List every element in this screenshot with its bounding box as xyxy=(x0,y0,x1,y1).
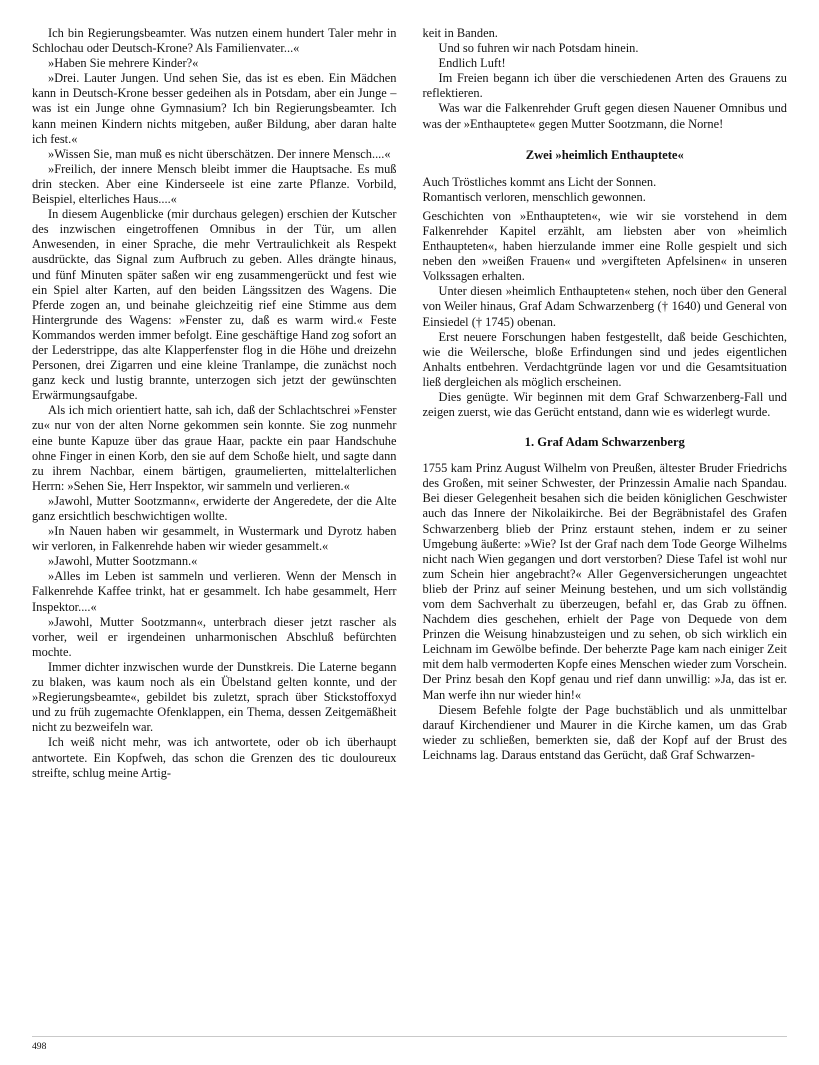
paragraph: Auch Tröstliches kommt ans Licht der Sonnen. xyxy=(422,174,657,189)
paragraph: »Alles im Leben ist sammeln und verlieren. Wenn der Mensch in Falkenrehde Kaffee trinkt, hat er gesammelt. Ich habe gesammelt, Herr Inspektor....« xyxy=(32,569,397,614)
paragraph: »Haben Sie mehrere Kinder?« xyxy=(48,56,199,71)
paragraph: »Jawohl, Mutter Sootzmann.« xyxy=(48,554,198,569)
paragraph: Im Freien begann ich über die verschiedenen Arten des Grauens zu reflektieren. xyxy=(422,71,787,101)
paragraph: Ich weiß nicht mehr, was ich antwortete, oder ob ich überhaupt antwortete. Ein Kopfweh, das schon die Grenzen des tic douloureux streifte, schlug meine Artig- xyxy=(32,735,397,780)
paragraph: Erst neuere Forschungen haben festgestellt, daß beide Geschichten, wie die Weilersche, bloße Erfindungen sind und jedes eigentlichen Anhalts entbehren. Verdachtgründe lagen vor und die Gesamtsituation ließ dergleichen als möglich erscheinen. xyxy=(422,329,787,389)
paragraph: »Wissen Sie, man muß es nicht überschätzen. Der innere Mensch....« xyxy=(48,146,391,161)
paragraph: Dies genügte. Wir beginnen mit dem Graf Schwarzenberg-Fall und zeigen zuerst, wie das Gerücht entstand, dann wie es widerlegt wurde. xyxy=(422,389,787,420)
paragraph: »Drei. Lauter Jungen. Und sehen Sie, das ist es eben. Ein Mädchen kann in Deutsch-Krone besser gedeihen als in Potsdam, aber ein Junge – was ist ein Junge ohne Gymnasium? Ich bin Regierungsbeamter. Ich kann meinen Kindern nichts mitgeben, außer Bildung, aber daran halte ich fest.« xyxy=(32,71,397,146)
paragraph: Ich bin Regierungsbeamter. Was nutzen einem hundert Taler mehr in Schlochau oder Deutsch-Krone? Als Familienvater...« xyxy=(32,26,397,56)
paragraph: Was war die Falkenrehder Gruft gegen diesen Nauener Omnibus und was der »Enthauptete« gegen Mutter Sootzmann, die Norne! xyxy=(422,101,787,131)
paragraph: Als ich mich orientiert hatte, sah ich, daß der Schlachtschrei »Fenster zu« nur von der alten Norne gekommen sein konnte. Sie zog nunmehr eine bunte Kapuze über das graue Haar, packte ein paar Handschuhe ohne Finger in einen Korb, den sie auf dem Schoße hielt, und sagte dann zu ihrem Nachbar, einem bärtigen, graumelierten, mittelalterlichen Herrn: »Sehen Sie, Herr Inspektor, wir sammeln und verlieren.« xyxy=(32,403,397,493)
paragraph: »Jawohl, Mutter Sootzmann«, erwiderte der Angeredete, der die Alte ganz ersichtlich beschwichtigen wollte. xyxy=(32,493,397,523)
paragraph: Romantisch verloren, menschlich gewonnen. xyxy=(422,189,646,204)
paragraph: Geschichten von »Enthaupteten«, wie wir sie vorstehend in dem Falkenrehder Kapitel erzählt, am liebsten aber von »heimlich Enthaupteten«, haben hierzulande immer eine Rolle gespielt und sich neben den »weißen Frauen« und »vergifteten Apfelsinen« in unseren Volkssagen erhalten. xyxy=(422,208,787,284)
paragraph: »Jawohl, Mutter Sootzmann«, unterbrach dieser jetzt rascher als vorher, weil er irgendeinen unharmonischen Abschluß befürchten mochte. xyxy=(32,614,397,659)
paragraph: Immer dichter inzwischen wurde der Dunstkreis. Die Laterne begann zu blaken, was kaum noch als ein Übelstand gelten konnte, und der »Regierungsbeamte«, gebildet bis zuletzt, sprach über Stickstoffoxyd und zu früh zugemachte Ofenklappen, ein Thema, dessen Zeitgemäßheit nicht zu bezweifeln war. xyxy=(32,659,397,735)
paragraph: In diesem Augenblicke (mir durchaus gelegen) erschien der Kutscher des inzwischen eingetroffenen Omnibus in der Tür, um allen Anwesenden, in einer Sprache, die mehr Vertraulichkeit als Respekt ausdrückte, das Signal zum Aufbruch zu geben. Alles drängte hinaus, und fünf Minuten später saßen wir eng zusammengerückt und fest wie ein Spiel alter Karten, auf den beiden Längssitzen des Wagens. Die Pferde zogen an, und beinahe gleichzeitig rief eine Stimme aus dem Hintergrunde des Wagens: »Fenster zu, daß es warm wird.« Feste Kommandos werden immer befolgt. Eine geschäftige Hand zog sofort an der Lederstrippe, das alte Klapperfenster flog in die Höhe und dreizehn Personen, drei Zigarren und eine kleine Tranlampe, die zunächst noch ganz keck und lustig brannte, unterzogen sich jetzt der gewünschten Erwärmungsaufgabe. xyxy=(32,207,397,403)
footer-rule xyxy=(32,1036,787,1037)
left-column xyxy=(32,26,397,781)
section-heading: Zwei »heimlich Enthauptete« xyxy=(525,147,684,162)
paragraph: »Freilich, der innere Mensch bleibt immer die Hauptsache. Es muß drin stecken. Aber eine Kinderseele ist eine zarte Pflanze. Vorbild, Beispiel, elterliches Haus....« xyxy=(32,161,397,207)
paragraph: »In Nauen haben wir gesammelt, in Wustermark und Dyrotz haben wir verloren, in Falkenrehde haben wir wieder gesammelt.« xyxy=(32,524,397,554)
paragraph: Unter diesen »heimlich Enthaupteten« stehen, noch über den General von Weiler hinaus, Graf Adam Schwarzenberg († 1640) und General von Einsiedel († 1745) obenan. xyxy=(422,284,787,329)
paragraph: Diesem Befehle folgte der Page buchstäblich und als unmittelbar darauf Kirchendiener und Maurer in die Kirche kamen, um das Grab wieder zu schließen, bemerkten sie, daß der Kopf auf der Brust des Leichnams lag. Daraus entstand das Gerücht, daß Graf Schwarzen- xyxy=(422,702,787,762)
subsection-heading: 1. Graf Adam Schwarzenberg xyxy=(524,435,685,450)
paragraph: keit in Banden. xyxy=(422,26,498,40)
right-column xyxy=(423,26,788,763)
two-column-layout xyxy=(32,26,787,781)
paragraph: Endlich Luft! xyxy=(438,56,506,71)
page-number: 498 xyxy=(32,1041,47,1052)
paragraph: 1755 kam Prinz August Wilhelm von Preußen, ältester Bruder Friedrichs des Großen, mit seiner Schwester, der Prinzessin Amalie nach Spandau. Bei dieser Gelegenheit besahen sich die beiden königlichen Geschwister auch das Innere der Nikolaikirche. Bei der Begräbnistafel des Grafen Schwarzenberg blieb der Prinz erstaunt stehen, indem er zu seiner Umgebung äußerte: »Wie? Ist der Graf nach dem Tode George Wilhelms nicht nach Wien gegangen und dort verstorben? Diese Tafel ist wohl nur zum Schein hier angebracht?« Aller Gegenversicherungen ungeachtet blieb der Prinz auf seiner Meinung bestehen, und um sich vollständig vom dem Sachverhalt zu überzeugen, befahl er, das Grab zu öffnen. Nachdem dies geschehen, erhielt der Page von Dequede von dem Prinzen die Weisung hinabzusteigen und zu sehen, ob sich wirklich ein Leichnam im Gewölbe befinde. Der beherzte Page kam nach einiger Zeit mit dem halb vermoderten Kopfe eines Menschen wieder zum Vorschein. Der Prinz besah den Kopf genau und rief dann unwillig: »Ja, das ist er. Man werfe ihn nur wieder hin!« xyxy=(422,461,787,702)
paragraph: Und so fuhren wir nach Potsdam hinein. xyxy=(438,41,639,56)
